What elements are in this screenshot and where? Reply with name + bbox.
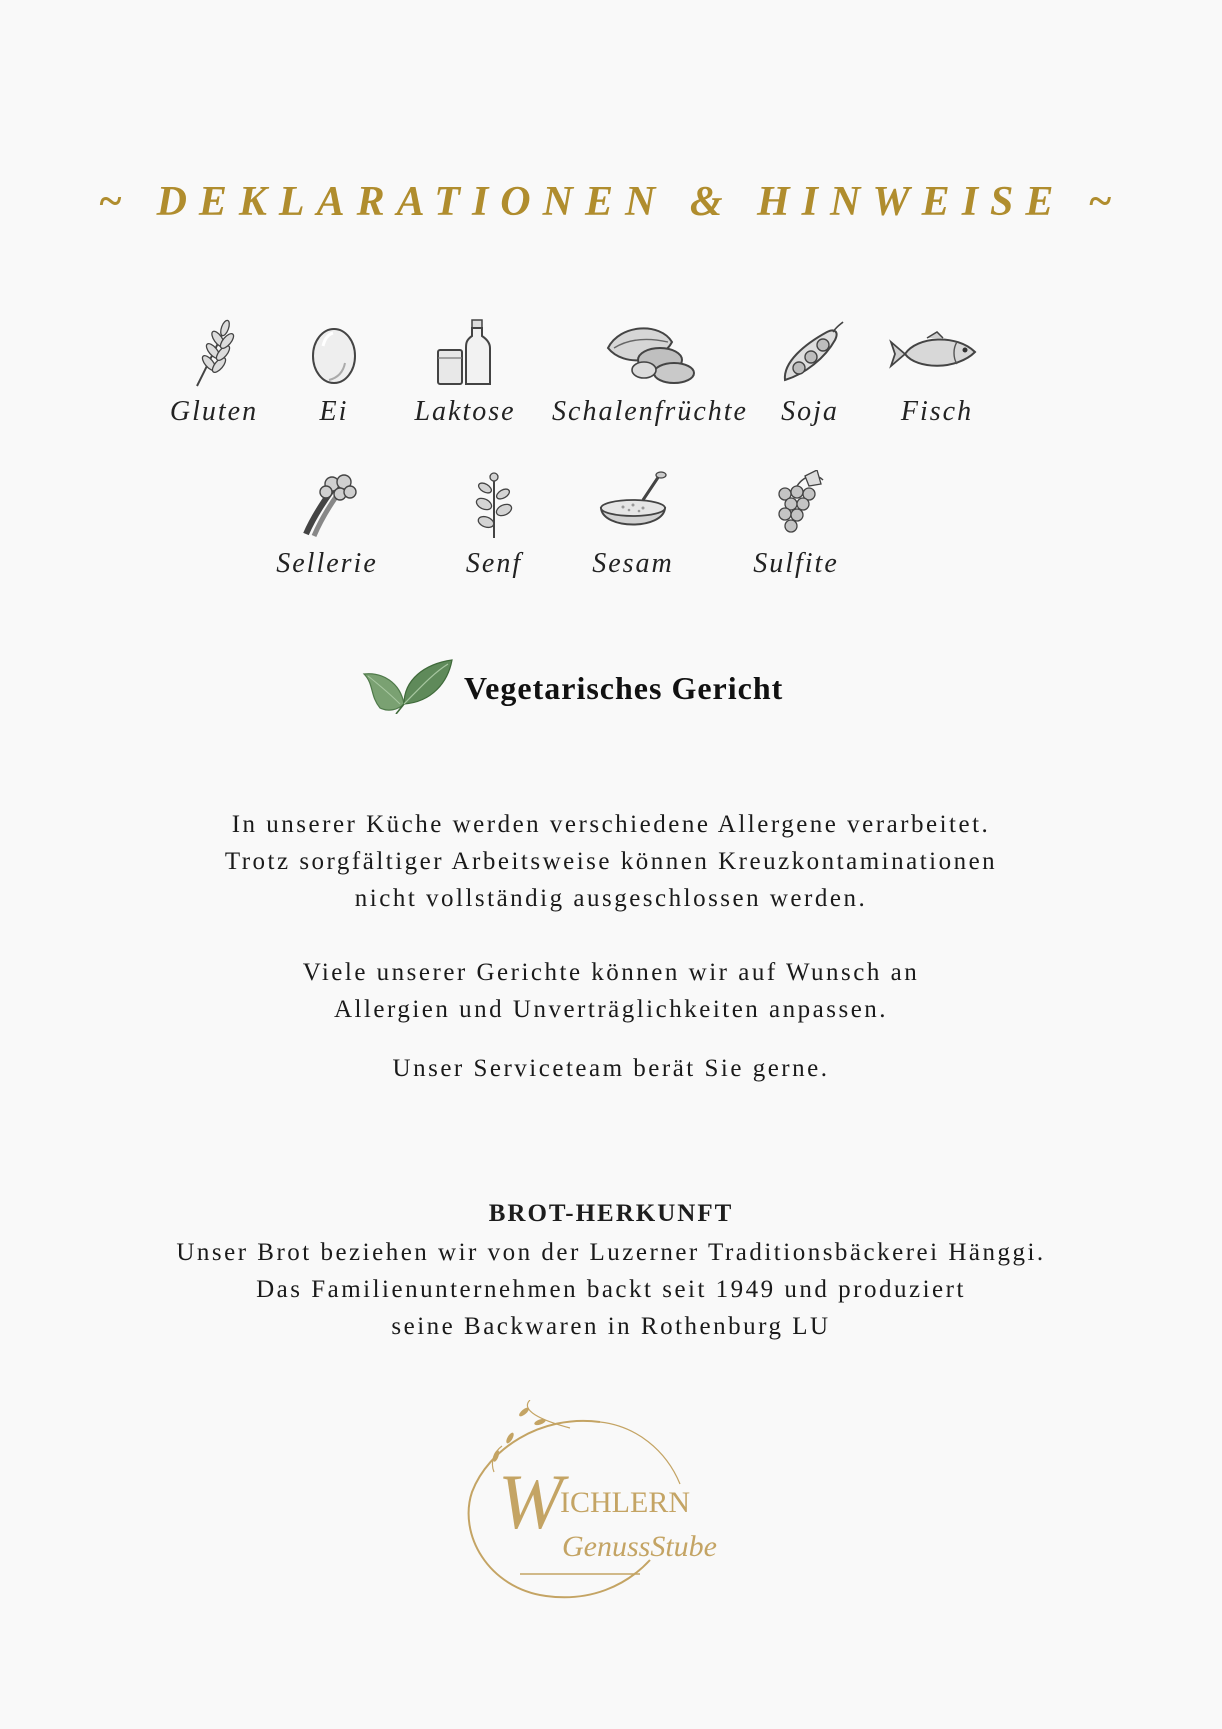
allergen-sulfite [696, 470, 896, 580]
allergen-label: Soja [781, 396, 839, 427]
nuts-icon [600, 318, 700, 388]
mustard-plant-icon [459, 470, 529, 540]
logo-line2: GenussStube [562, 1530, 717, 1563]
leaves-icon [360, 656, 456, 714]
celery-icon [292, 470, 362, 540]
sesame-bowl-icon [593, 470, 673, 540]
bread-line: Das Familienunternehmen backt seit 1949 und produziert [256, 1276, 966, 1303]
service-note [0, 1050, 1222, 1087]
note-line: nicht vollständig ausgeschlossen werden. [354, 885, 868, 912]
allergen-label: Sulfite [753, 548, 839, 579]
adaptation-note [0, 954, 1222, 1028]
note-line: Unser Serviceteam berät Sie gerne. [392, 1055, 830, 1082]
grapes-icon [761, 470, 831, 540]
vegetarian-label: Vegetarisches Gericht [464, 670, 784, 706]
allergen-fisch [837, 318, 1037, 428]
cross-contamination-note [0, 806, 1222, 917]
allergen-label: Schalenfrüchte [552, 396, 748, 427]
allergen-label: Laktose [414, 396, 516, 427]
note-line: Viele unserer Gerichte können wir auf Wunsch an [302, 959, 920, 986]
logo-line1: ICHLERN [560, 1486, 690, 1519]
allergen-label: Fisch [900, 396, 974, 427]
logo-initial: W [498, 1458, 563, 1545]
note-line: Allergien und Unverträglichkeiten anpassen. [333, 996, 889, 1023]
egg-icon [299, 318, 369, 388]
allergen-label: Senf [465, 548, 523, 579]
bread-origin-text [0, 1234, 1222, 1345]
allergen-label: Gluten [169, 396, 259, 427]
note-line: In unserer Küche werden verschiedene Allergene verarbeitet. [231, 811, 991, 838]
milk-icon [430, 318, 500, 388]
soybean-icon [775, 318, 845, 388]
page-title: ~ DEKLARATIONEN & HINWEISE ~ [98, 179, 1124, 225]
allergen-label: Ei [319, 396, 349, 427]
wichlern-logo [450, 1400, 730, 1610]
bread-line: seine Backwaren in Rothenburg LU [391, 1313, 831, 1340]
note-line: Trotz sorgfältiger Arbeitsweise können Kreuzkontaminationen [224, 848, 998, 875]
allergen-label: Sesam [592, 548, 674, 579]
bread-origin-title: BROT-HERKUNFT [488, 1200, 734, 1227]
bread-line: Unser Brot beziehen wir von der Luzerner Traditionsbäckerei Hänggi. [176, 1239, 1046, 1266]
allergen-label: Sellerie [276, 548, 378, 579]
fish-icon [887, 318, 987, 388]
restaurant-logo [450, 1400, 730, 1615]
vegetarian-legend [360, 656, 880, 716]
allergen-laktose [365, 318, 565, 428]
